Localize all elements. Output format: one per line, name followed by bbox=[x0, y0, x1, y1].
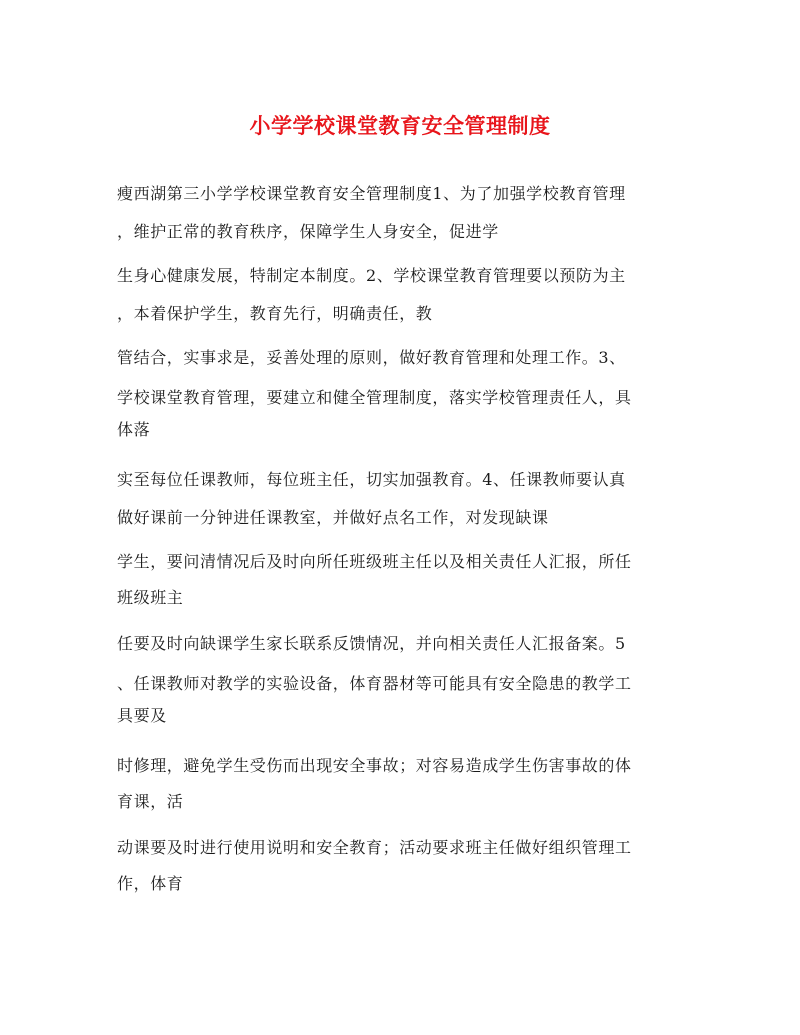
body-line: 学校课堂教育管理，要建立和健全管理制度，落实学校管理责任人，具 bbox=[117, 388, 632, 407]
body-line: 生身心健康发展，特制定本制度。2、学校课堂教育管理要以预防为主 bbox=[117, 266, 626, 285]
body-line: 作，体育 bbox=[117, 874, 184, 893]
body-line: 育课，活 bbox=[117, 792, 184, 811]
body-line: 时修理，避免学生受伤而出现安全事故；对容易造成学生伤害事故的体 bbox=[117, 756, 632, 775]
document-title: 小学学校课堂教育安全管理制度 bbox=[249, 113, 551, 138]
body-line: 具要及 bbox=[117, 706, 167, 725]
body-line: 实至每位任课教师，每位班主任，切实加强教育。4、任课教师要认真 bbox=[117, 470, 626, 489]
body-line: 做好课前一分钟进任课教室，并做好点名工作，对发现缺课 bbox=[117, 508, 549, 527]
body-line: 学生，要问清情况后及时向所任班级班主任以及相关责任人汇报，所任 bbox=[117, 552, 632, 571]
body-line: 、任课教师对教学的实验设备，体育器材等可能具有安全隐患的教学工 bbox=[117, 674, 632, 693]
body-line: 动课要及时进行使用说明和安全教育；活动要求班主任做好组织管理工 bbox=[117, 838, 632, 857]
body-line: ，维护正常的教育秩序，保障学生人身安全，促进学 bbox=[117, 222, 499, 241]
body-line: 任要及时向缺课学生家长联系反馈情况，并向相关责任人汇报备案。5 bbox=[117, 634, 626, 653]
body-line: ，本着保护学生，教育先行，明确责任，教 bbox=[117, 304, 433, 323]
body-line: 班级班主 bbox=[117, 588, 184, 607]
body-line: 瘦西湖第三小学学校课堂教育安全管理制度1、为了加强学校教育管理 bbox=[117, 184, 626, 203]
body-line: 体落 bbox=[117, 420, 151, 439]
body-line: 管结合，实事求是，妥善处理的原则，做好教育管理和处理工作。3、 bbox=[117, 348, 626, 367]
